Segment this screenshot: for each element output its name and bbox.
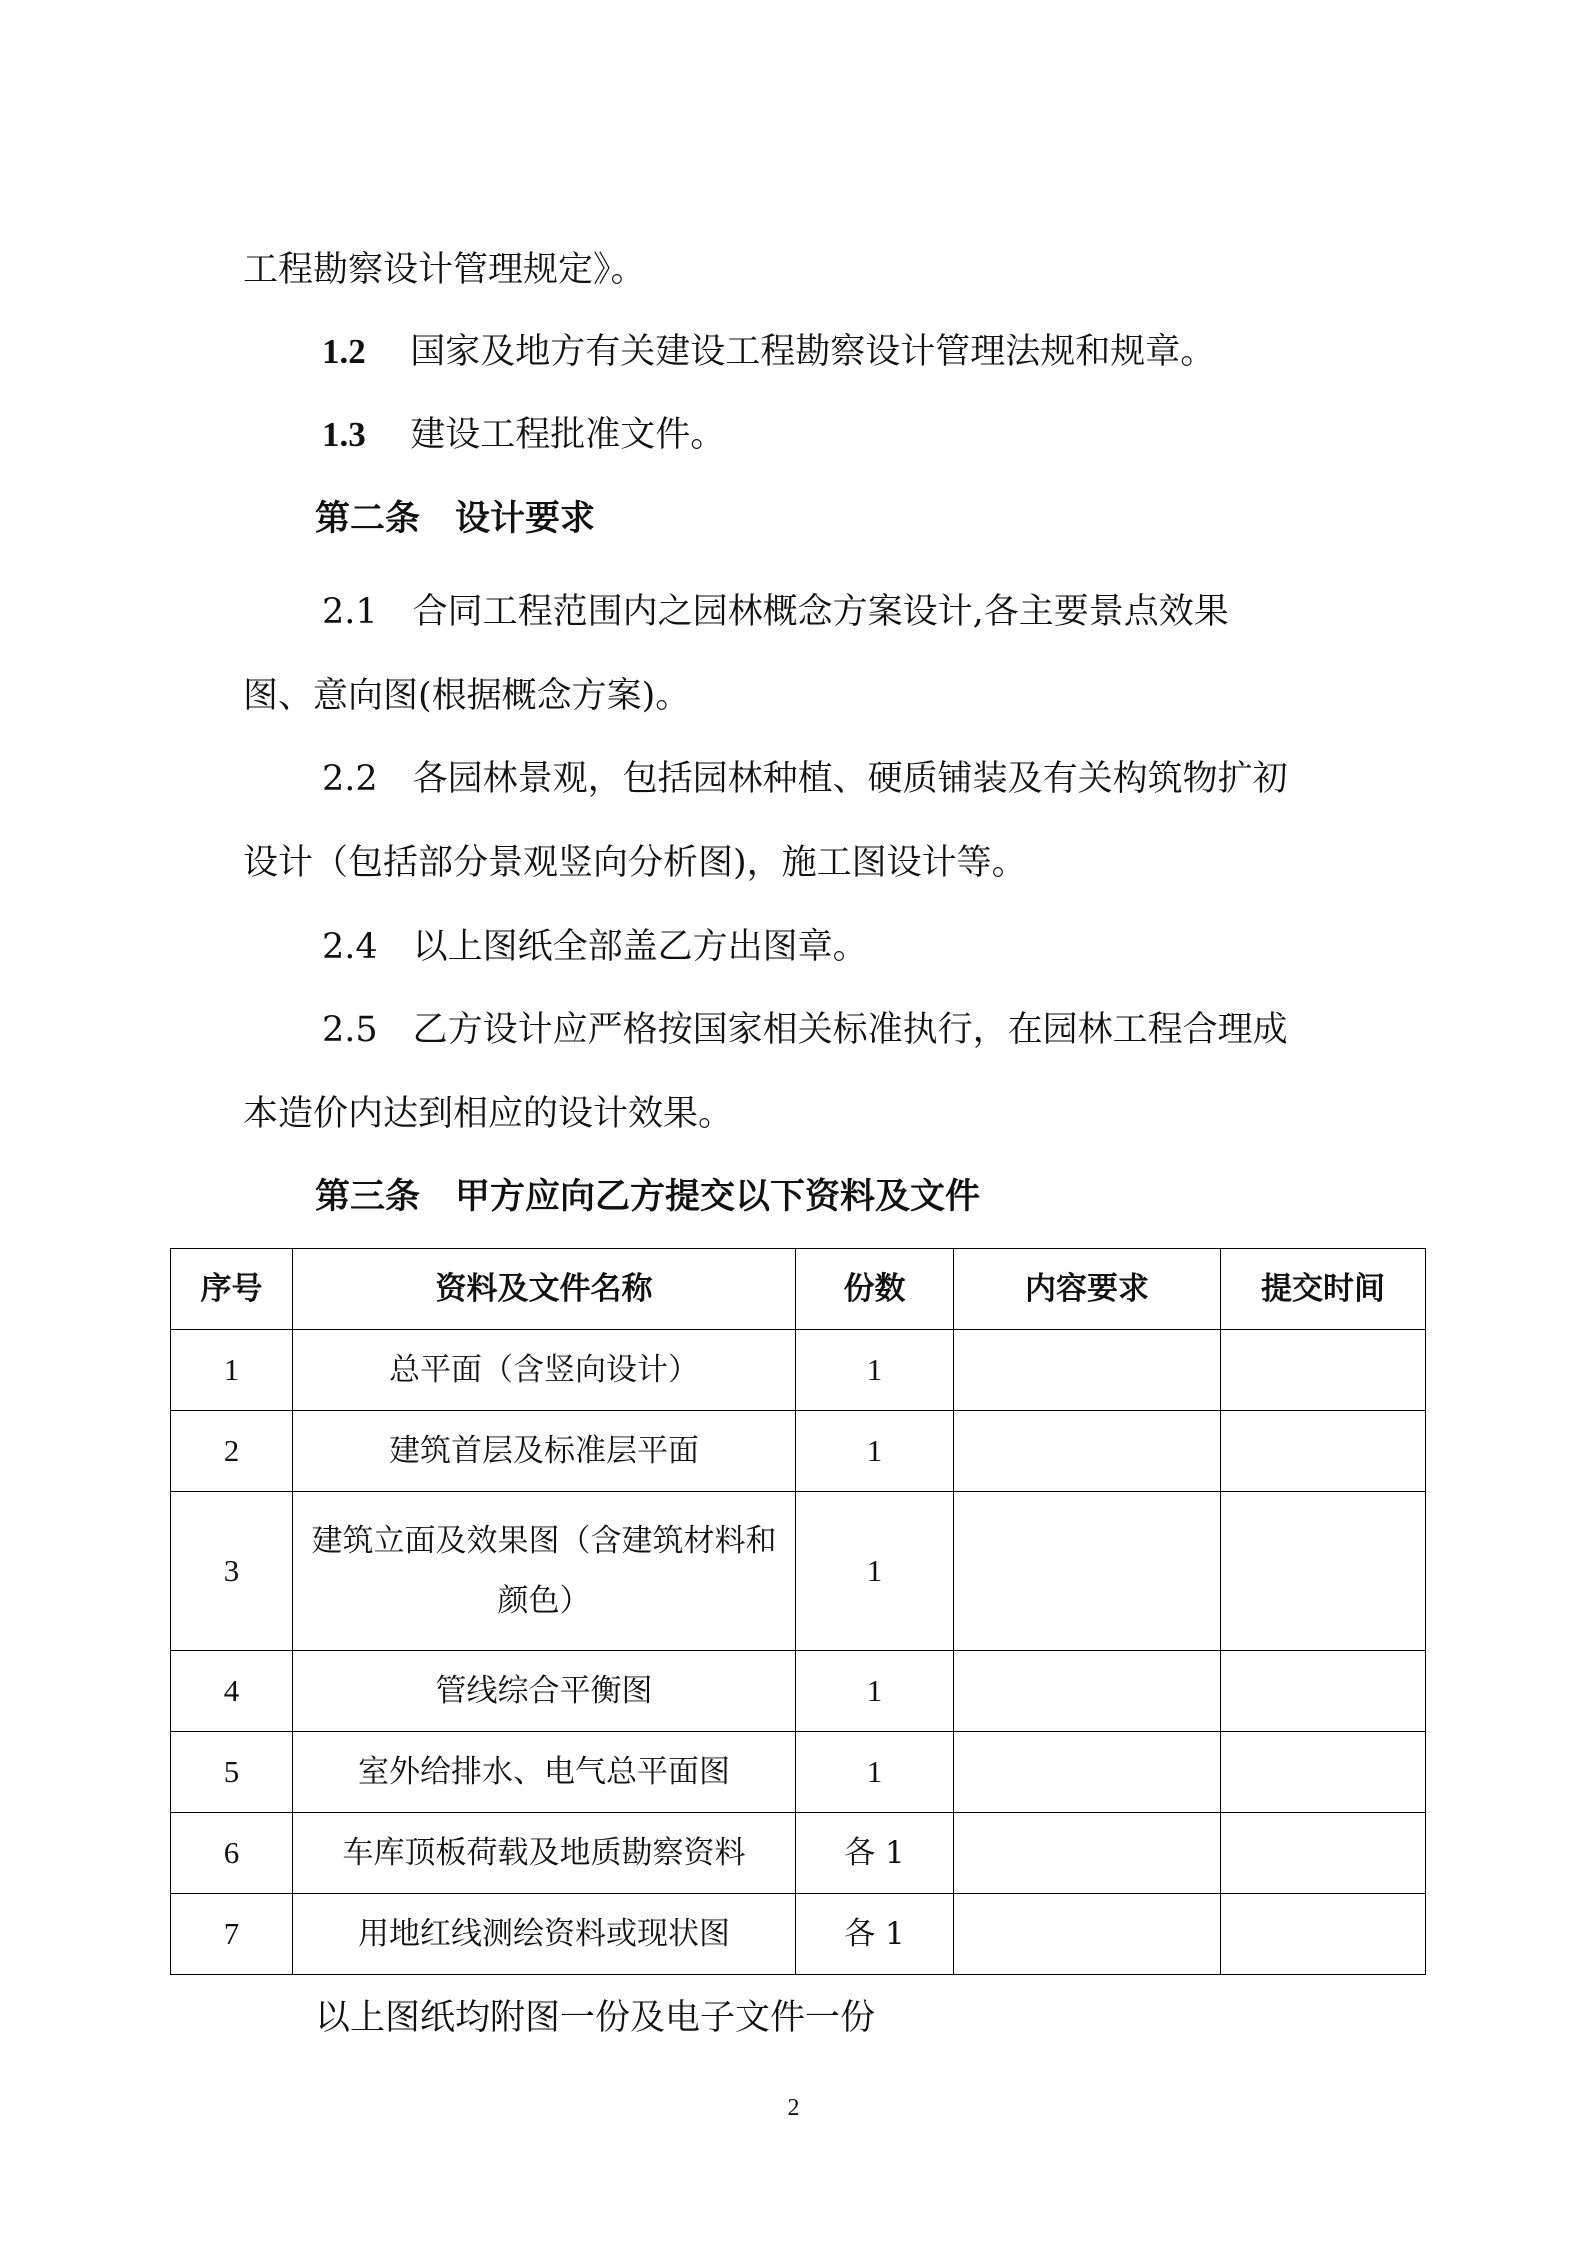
header-content: 内容要求 [954, 1249, 1221, 1330]
cell-time [1221, 1651, 1426, 1732]
cell-content [954, 1732, 1221, 1813]
clause-2-5-line2: 本造价内达到相应的设计效果。 [243, 1094, 734, 1134]
drawings-note: 以上图纸均附图一份及电子文件一份 [315, 1998, 876, 2038]
cell-copies: 1 [796, 1411, 954, 1492]
table-row [171, 1894, 1426, 1975]
table-row [171, 1492, 1426, 1651]
cell-time [1221, 1732, 1426, 1813]
page-number: 2 [787, 2095, 800, 2121]
cell-seq: 7 [171, 1894, 293, 1975]
cell-seq: 2 [171, 1411, 293, 1492]
cell-copies: 各 1 [796, 1894, 954, 1975]
clause-2-4: 2.4 以上图纸全部盖乙方出图章。 [322, 927, 868, 967]
cell-seq: 6 [171, 1813, 293, 1894]
cell-time [1221, 1411, 1426, 1492]
cell-copies: 1 [796, 1330, 954, 1411]
cell-name: 车库顶板荷载及地质勘察资料 [293, 1813, 796, 1894]
cell-name: 用地红线测绘资料或现状图 [293, 1894, 796, 1975]
cell-name: 建筑首层及标准层平面 [293, 1411, 796, 1492]
clause-2-2-line1: 2.2 各园林景观，包括园林种植、硬质铺装及有关构筑物扩初 [322, 759, 1288, 799]
cell-seq: 3 [171, 1492, 293, 1651]
cell-name: 管线综合平衡图 [293, 1651, 796, 1732]
cell-copies: 1 [796, 1651, 954, 1732]
materials-table [170, 1248, 1426, 1975]
clause-number: 1.2 [322, 332, 366, 371]
cell-content [954, 1894, 1221, 1975]
cell-name: 建筑立面及效果图（含建筑材料和颜色） [293, 1492, 796, 1651]
cell-content [954, 1330, 1221, 1411]
cell-name: 室外给排水、电气总平面图 [293, 1732, 796, 1813]
cell-seq: 5 [171, 1732, 293, 1813]
paragraph-continuation: 工程勘察设计管理规定》。 [243, 250, 646, 290]
clause-text: 建设工程批准文件。 [410, 415, 726, 455]
table-row [171, 1732, 1426, 1813]
clause-2-2-line2: 设计（包括部分景观竖向分析图)，施工图设计等。 [243, 843, 1027, 883]
cell-content [954, 1813, 1221, 1894]
table-row [171, 1330, 1426, 1411]
header-copies: 份数 [796, 1249, 954, 1330]
cell-copies: 各 1 [796, 1813, 954, 1894]
header-name: 资料及文件名称 [293, 1249, 796, 1330]
cell-seq: 4 [171, 1651, 293, 1732]
header-time: 提交时间 [1221, 1249, 1426, 1330]
header-seq: 序号 [171, 1249, 293, 1330]
clause-number: 1.3 [322, 415, 366, 454]
section-heading-2: 第二条 设计要求 [315, 498, 596, 539]
table-row [171, 1411, 1426, 1492]
clause-2-5-line1: 2.5 乙方设计应严格按国家相关标准执行，在园林工程合理成 [322, 1010, 1288, 1050]
cell-copies: 1 [796, 1492, 954, 1651]
section-heading-3: 第三条 甲方应向乙方提交以下资料及文件 [315, 1176, 981, 1217]
clause-2-1-line2: 图、意向图(根据概念方案)。 [243, 676, 691, 716]
cell-seq: 1 [171, 1330, 293, 1411]
clause-2-1-line1: 2.1 合同工程范围内之园林概念方案设计,各主要景点效果 [322, 592, 1229, 632]
table-header-row [171, 1249, 1426, 1330]
clause-1-3 [322, 413, 725, 457]
table-row [171, 1651, 1426, 1732]
cell-content [954, 1492, 1221, 1651]
cell-content [954, 1411, 1221, 1492]
table-row [171, 1813, 1426, 1894]
clause-text: 国家及地方有关建设工程勘察设计管理法规和规章。 [410, 332, 1216, 372]
cell-time [1221, 1492, 1426, 1651]
cell-name: 总平面（含竖向设计） [293, 1330, 796, 1411]
cell-time [1221, 1330, 1426, 1411]
cell-time [1221, 1813, 1426, 1894]
cell-copies: 1 [796, 1732, 954, 1813]
cell-time [1221, 1894, 1426, 1975]
cell-content [954, 1651, 1221, 1732]
clause-1-2 [322, 330, 1215, 374]
